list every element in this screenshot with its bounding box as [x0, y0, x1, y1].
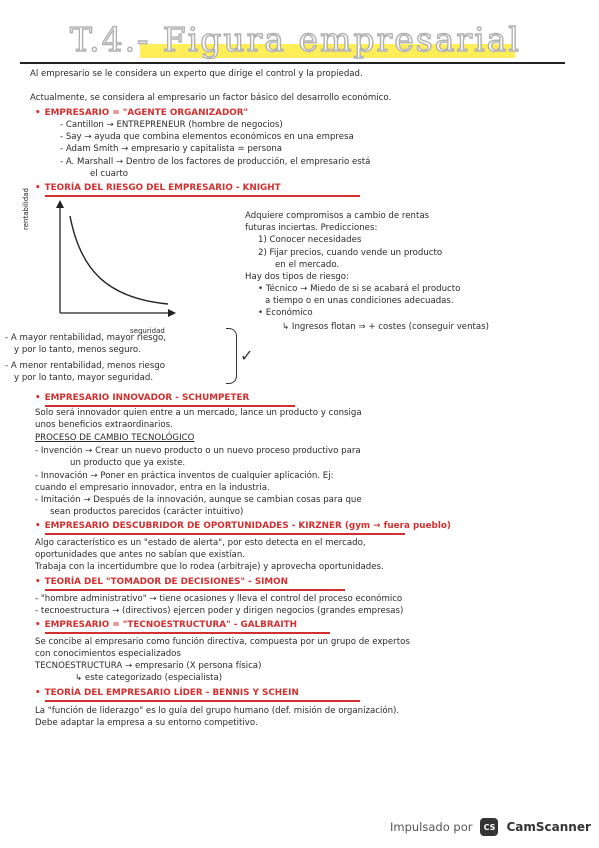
camscanner-brand: CamScanner — [506, 820, 591, 834]
note-line: - Say → ayuda que combina elementos económicos en una empresa — [60, 132, 354, 142]
section-heading: • EMPRESARIO = "AGENTE ORGANIZADOR" — [35, 108, 249, 118]
note-line: ↳ este categorizado (especialista) — [75, 673, 223, 683]
note-line: Se concibe al empresario como función directiva, compuesta por un grupo de expertos — [35, 637, 410, 647]
note-line: - A mayor rentabilidad, mayor riesgo, — [5, 333, 167, 343]
note-line: futuras inciertas. Predicciones: — [245, 223, 378, 233]
note-line: Hay dos tipos de riesgo: — [245, 272, 349, 282]
note-line: unos beneficios extraordinarios. — [35, 420, 173, 430]
note-line: un producto que ya existe. — [70, 458, 186, 468]
note-line: - tecnoestructura → (directivos) ejercen poder y dirigen negocios (grandes empresas) — [35, 606, 404, 616]
note-line: Solo será innovador quien entre a un mercado, lance un producto y consiga — [35, 408, 362, 418]
note-line: oportunidades que antes no sabían que existían. — [35, 550, 246, 560]
note-line: con conocimientos especializados — [35, 649, 181, 659]
scanner-footer — [390, 818, 591, 836]
graph-y-arrow — [56, 200, 64, 208]
note-line: sean productos parecidos (carácter intuitivo) — [50, 507, 244, 517]
section-heading: • TEORÍA DEL RIESGO DEL EMPRESARIO - KNIGHT — [35, 183, 281, 193]
brace-mark — [226, 328, 237, 384]
note-line: a tiempo o en unas condiciones adecuadas. — [265, 296, 454, 306]
note-line: PROCESO DE CAMBIO TECNOLÓGICO — [35, 433, 195, 443]
note-line: cuando el empresario innovador, entra en la industria. — [35, 483, 270, 493]
graph-x-label: seguridad — [130, 327, 165, 335]
note-line: y por lo tanto, menos seguro. — [14, 345, 141, 355]
graph-curve — [70, 216, 168, 304]
section-heading: • EMPRESARIO DESCUBRIDOR DE OPORTUNIDADES - KIRZNER (gym → fuera pueblo) — [35, 521, 451, 531]
risk-graph — [40, 198, 180, 326]
note-line: • Técnico → Miedo de si se acabará el producto — [258, 284, 461, 294]
section-heading: • TEORÍA DEL EMPRESARIO LÍDER - BENNIS Y SCHEIN — [35, 688, 299, 698]
graph-x-arrow — [168, 309, 176, 317]
note-line: - Adam Smith → empresario y capitalista = persona — [60, 144, 283, 154]
note-line: - A menor rentabilidad, menos riesgo — [5, 361, 166, 371]
note-line: - Invención → Crear un nuevo producto o un nuevo proceso productivo para — [35, 446, 361, 456]
note-line: • Económico — [258, 308, 313, 318]
section-heading: • EMPRESARIO = "TECNOESTRUCTURA" - GALBRAITH — [35, 620, 298, 630]
heading-underline — [45, 589, 345, 591]
page-title: T.4.- Figura empresarial — [70, 20, 521, 59]
heading-underline — [45, 533, 405, 535]
note-line: el cuarto — [90, 169, 129, 179]
note-line: Algo característico es un "estado de alerta", por esto detecta en el mercado, — [35, 538, 366, 548]
note-line: - "hombre administrativo" → tiene ocasiones y lleva el control del proceso económico — [35, 594, 403, 604]
heading-underline — [45, 632, 330, 634]
note-line: Adquiere compromisos a cambio de rentas — [245, 211, 430, 221]
note-line: La "función de liderazgo" es lo guía del grupo humano (def. misión de organización). — [35, 706, 400, 716]
note-line: ↳ Ingresos flotan ⇒ + costes (conseguir ventas) — [282, 322, 490, 332]
note-line: Debe adaptar la empresa a su entorno competitivo. — [35, 718, 258, 728]
heading-underline — [45, 195, 360, 197]
section-heading: • TEORÍA DEL "TOMADOR DE DECISIONES" - SIMON — [35, 577, 289, 587]
note-line: Actualmente, se considera al empresario un factor básico del desarrollo económico. — [30, 93, 392, 103]
note-line: y por lo tanto, mayor seguridad. — [14, 373, 154, 383]
graph-y-label: rentabilidad — [22, 188, 30, 230]
section-heading: • EMPRESARIO INNOVADOR - SCHUMPETER — [35, 393, 250, 403]
note-line: TECNOESTRUCTURA → empresario (X persona física) — [35, 661, 262, 671]
powered-by-label: Impulsado por — [390, 820, 473, 834]
note-line: - Innovación → Poner en práctica inventos de cualquier aplicación. Ej: — [35, 471, 334, 481]
heading-underline — [45, 405, 295, 407]
note-line: 2) Fijar precios, cuando vende un producto — [258, 248, 443, 258]
heading-underline — [45, 700, 360, 702]
check-icon: ✓ — [240, 346, 254, 365]
note-line: Al empresario se le considera un experto que dirige el control y la propiedad. — [30, 69, 363, 79]
note-line: - A. Marshall → Dentro de los factores de producción, el empresario está — [60, 157, 371, 167]
note-line: Trabaja con la incertidumbre que lo rodea (arbitraje) y aprovecha oportunidades. — [35, 562, 384, 572]
camscanner-logo-icon: CS — [480, 818, 498, 836]
note-line: - Cantillon → ENTREPRENEUR (hombre de negocios) — [60, 120, 283, 130]
note-line: 1) Conocer necesidades — [258, 235, 362, 245]
note-line: - Imitación → Después de la innovación, aunque se cambian cosas para que — [35, 495, 362, 505]
note-line: en el mercado. — [275, 260, 340, 270]
title-underline — [20, 62, 565, 64]
